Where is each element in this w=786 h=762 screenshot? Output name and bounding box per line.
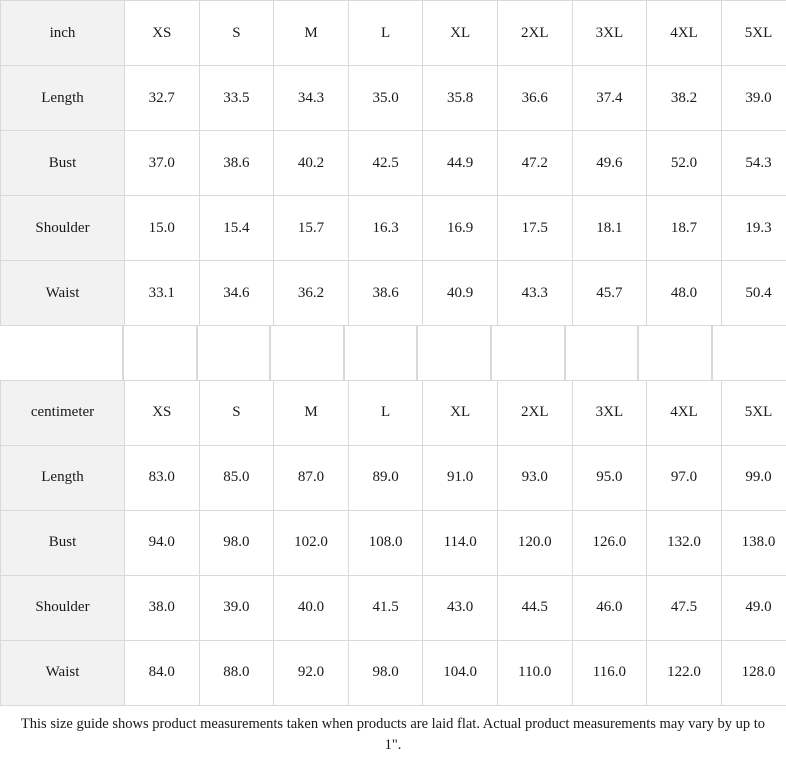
cell-bust-s: 38.6 <box>199 131 274 196</box>
cell-waist-m: 92.0 <box>274 640 349 705</box>
size-header-2xl: 2XL <box>497 1 572 66</box>
cell-length-s: 85.0 <box>199 445 274 510</box>
cell-shoulder-2xl: 17.5 <box>497 196 572 261</box>
table-header-row <box>1 380 786 445</box>
table-row <box>1 640 786 705</box>
separator-cell <box>712 326 786 380</box>
cell-shoulder-m: 15.7 <box>274 196 349 261</box>
size-header-4xl: 4XL <box>647 380 722 445</box>
cell-waist-s: 88.0 <box>199 640 274 705</box>
cell-waist-4xl: 122.0 <box>647 640 722 705</box>
cell-shoulder-4xl: 47.5 <box>647 575 722 640</box>
cell-bust-3xl: 126.0 <box>572 510 647 575</box>
cell-bust-4xl: 52.0 <box>647 131 722 196</box>
cell-shoulder-s: 15.4 <box>199 196 274 261</box>
size-header-xl: XL <box>423 1 498 66</box>
table-header-row <box>1 1 786 66</box>
unit-label-centimeter: centimeter <box>1 380 125 445</box>
cell-shoulder-3xl: 46.0 <box>572 575 647 640</box>
cell-bust-xs: 37.0 <box>125 131 200 196</box>
cell-waist-l: 98.0 <box>348 640 423 705</box>
cell-length-2xl: 93.0 <box>497 445 572 510</box>
cell-shoulder-l: 41.5 <box>348 575 423 640</box>
separator-cell <box>123 326 197 380</box>
separator-cell <box>565 326 639 380</box>
cell-waist-4xl: 48.0 <box>647 261 722 326</box>
cell-waist-xl: 104.0 <box>423 640 498 705</box>
cell-waist-m: 36.2 <box>274 261 349 326</box>
inch-size-table <box>0 0 786 326</box>
table-row <box>1 131 786 196</box>
cell-length-2xl: 36.6 <box>497 66 572 131</box>
measure-label-length: Length <box>1 66 125 131</box>
cell-waist-3xl: 116.0 <box>572 640 647 705</box>
cell-shoulder-xs: 38.0 <box>125 575 200 640</box>
cell-waist-xs: 84.0 <box>125 640 200 705</box>
measure-label-bust: Bust <box>1 510 125 575</box>
separator-cell <box>344 326 418 380</box>
cell-shoulder-5xl: 49.0 <box>721 575 786 640</box>
size-header-s: S <box>199 1 274 66</box>
size-header-4xl: 4XL <box>647 1 722 66</box>
size-header-xs: XS <box>125 380 200 445</box>
cell-length-xl: 35.8 <box>423 66 498 131</box>
cell-waist-l: 38.6 <box>348 261 423 326</box>
size-header-m: M <box>274 1 349 66</box>
measure-label-waist: Waist <box>1 640 125 705</box>
cell-waist-xl: 40.9 <box>423 261 498 326</box>
cell-bust-4xl: 132.0 <box>647 510 722 575</box>
measure-label-shoulder: Shoulder <box>1 575 125 640</box>
size-guide-footnote: This size guide shows product measurements taken when products are laid flat. Actual product measurements may vary by up to 1". <box>20 715 766 753</box>
size-header-2xl: 2XL <box>497 380 572 445</box>
size-header-l: L <box>348 1 423 66</box>
cell-shoulder-2xl: 44.5 <box>497 575 572 640</box>
cell-length-l: 89.0 <box>348 445 423 510</box>
cell-length-5xl: 39.0 <box>721 66 786 131</box>
cell-length-l: 35.0 <box>348 66 423 131</box>
cell-waist-2xl: 110.0 <box>497 640 572 705</box>
cell-waist-s: 34.6 <box>199 261 274 326</box>
cell-shoulder-l: 16.3 <box>348 196 423 261</box>
measure-label-waist: Waist <box>1 261 125 326</box>
cell-bust-m: 102.0 <box>274 510 349 575</box>
cell-length-xs: 32.7 <box>125 66 200 131</box>
cell-bust-5xl: 138.0 <box>721 510 786 575</box>
table-separator <box>0 326 786 380</box>
cell-bust-5xl: 54.3 <box>721 131 786 196</box>
size-header-3xl: 3XL <box>572 380 647 445</box>
size-header-l: L <box>348 380 423 445</box>
table-row <box>1 196 786 261</box>
cell-length-3xl: 95.0 <box>572 445 647 510</box>
cell-waist-5xl: 128.0 <box>721 640 786 705</box>
cell-shoulder-xs: 15.0 <box>125 196 200 261</box>
cell-bust-xl: 44.9 <box>423 131 498 196</box>
separator-cell <box>638 326 712 380</box>
cell-bust-l: 42.5 <box>348 131 423 196</box>
cell-bust-2xl: 47.2 <box>497 131 572 196</box>
separator-cell <box>417 326 491 380</box>
centimeter-size-table <box>0 380 786 706</box>
table-row <box>1 510 786 575</box>
table-row <box>1 66 786 131</box>
table-row <box>1 261 786 326</box>
cell-length-4xl: 38.2 <box>647 66 722 131</box>
cell-bust-2xl: 120.0 <box>497 510 572 575</box>
cell-length-m: 87.0 <box>274 445 349 510</box>
cell-length-3xl: 37.4 <box>572 66 647 131</box>
centimeter-table-body <box>1 380 786 705</box>
cell-waist-5xl: 50.4 <box>721 261 786 326</box>
cell-waist-xs: 33.1 <box>125 261 200 326</box>
cell-length-xl: 91.0 <box>423 445 498 510</box>
cell-shoulder-4xl: 18.7 <box>647 196 722 261</box>
cell-bust-xs: 94.0 <box>125 510 200 575</box>
cell-length-m: 34.3 <box>274 66 349 131</box>
table-row <box>1 445 786 510</box>
cell-bust-m: 40.2 <box>274 131 349 196</box>
cell-length-s: 33.5 <box>199 66 274 131</box>
measure-label-length: Length <box>1 445 125 510</box>
cell-bust-xl: 114.0 <box>423 510 498 575</box>
measure-label-bust: Bust <box>1 131 125 196</box>
measure-label-shoulder: Shoulder <box>1 196 125 261</box>
cell-shoulder-3xl: 18.1 <box>572 196 647 261</box>
unit-label-inch: inch <box>1 1 125 66</box>
separator-cell <box>197 326 271 380</box>
separator-cell <box>270 326 344 380</box>
size-header-m: M <box>274 380 349 445</box>
cell-shoulder-xl: 43.0 <box>423 575 498 640</box>
inch-table-body <box>1 1 786 326</box>
cell-shoulder-xl: 16.9 <box>423 196 498 261</box>
cell-shoulder-s: 39.0 <box>199 575 274 640</box>
size-header-xl: XL <box>423 380 498 445</box>
table-row <box>1 575 786 640</box>
size-header-xs: XS <box>125 1 200 66</box>
cell-shoulder-m: 40.0 <box>274 575 349 640</box>
cell-length-xs: 83.0 <box>125 445 200 510</box>
cell-bust-l: 108.0 <box>348 510 423 575</box>
cell-waist-3xl: 45.7 <box>572 261 647 326</box>
cell-bust-s: 98.0 <box>199 510 274 575</box>
cell-waist-2xl: 43.3 <box>497 261 572 326</box>
cell-length-4xl: 97.0 <box>647 445 722 510</box>
size-header-5xl: 5XL <box>721 380 786 445</box>
size-header-s: S <box>199 380 274 445</box>
separator-cell <box>0 326 123 380</box>
size-header-5xl: 5XL <box>721 1 786 66</box>
size-header-3xl: 3XL <box>572 1 647 66</box>
separator-cell <box>491 326 565 380</box>
cell-length-5xl: 99.0 <box>721 445 786 510</box>
cell-bust-3xl: 49.6 <box>572 131 647 196</box>
cell-shoulder-5xl: 19.3 <box>721 196 786 261</box>
